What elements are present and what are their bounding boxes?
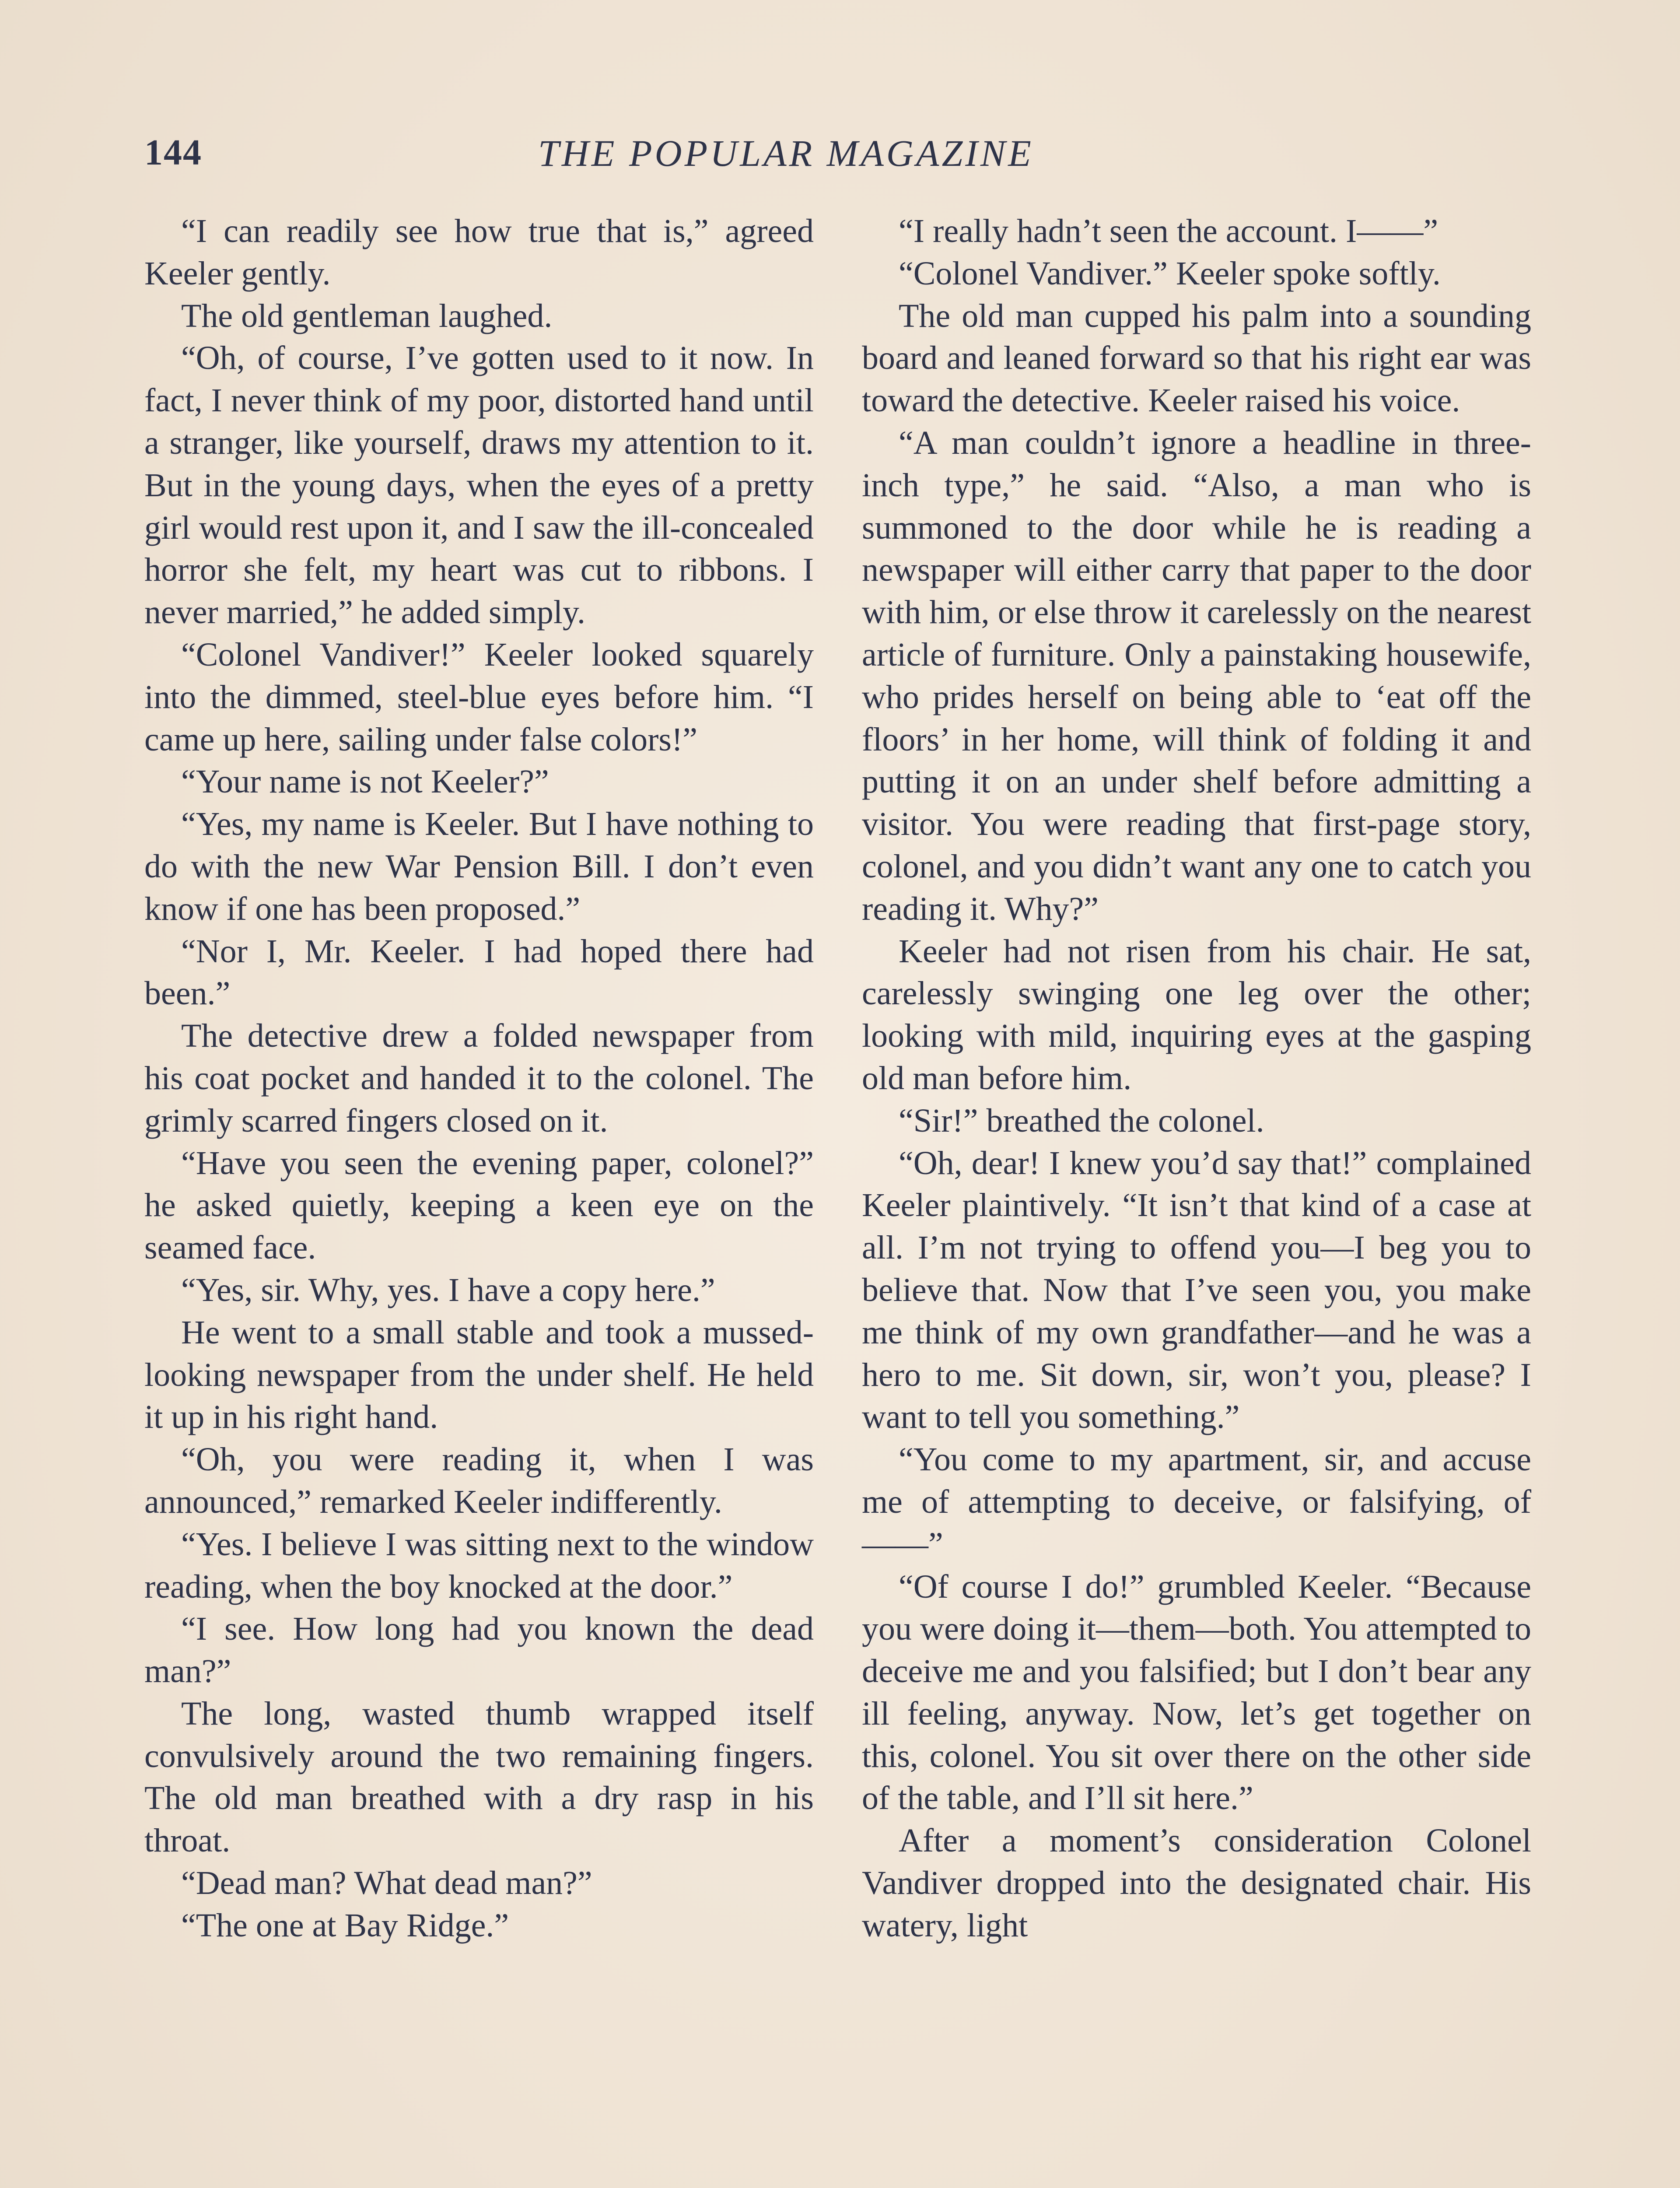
paragraph: The long, wasted thumb wrapped itself convulsively around the two remaining fingers. The old man breathed with a dry rasp in his throat. bbox=[144, 1695, 814, 1859]
paragraph: The detective drew a folded newspaper from his coat pocket and handed it to the colonel. The grimly scarred fingers closed on it. bbox=[144, 1017, 814, 1139]
paragraph: He went to a small stable and took a mussed-looking newspaper from the under shelf. He held it up in his right hand. bbox=[144, 1314, 814, 1436]
page-number: 144 bbox=[144, 132, 202, 173]
paragraph: “You come to my apartment, sir, and accuse me of attempting to deceive, or falsifying, of——” bbox=[862, 1441, 1531, 1563]
paragraph: “Sir!” breathed the colonel. bbox=[899, 1102, 1264, 1139]
paragraph: The old gentleman laughed. bbox=[181, 297, 553, 334]
right-text-column bbox=[862, 210, 1531, 1947]
running-head: THE POPULAR MAGAZINE bbox=[538, 132, 1034, 174]
paragraph: “Dead man? What dead man?” bbox=[181, 1865, 592, 1902]
paragraph: After a moment’s consideration Colonel Vandiver dropped into the designated chair. His watery, light bbox=[862, 1822, 1531, 1944]
paragraph: “Yes, my name is Keeler. But I have nothing to do with the new War Pension Bill. I don’t even know if one has been proposed.” bbox=[144, 806, 814, 927]
paragraph: “Have you seen the evening paper, colonel?” he asked quietly, keeping a keen eye on the seamed face. bbox=[144, 1144, 814, 1266]
left-text-column bbox=[144, 210, 814, 1947]
paragraph: “I really hadn’t seen the account. I——” bbox=[899, 213, 1438, 249]
paragraph: “Of course I do!” grumbled Keeler. “Because you were doing it—them—both. You attempted to deceive me and you falsified; but I don’t bear any ill feeling, anyway. Now, let’s get together on this, colonel. You sit over there on the other side of the table, and I’ll sit here.” bbox=[862, 1568, 1531, 1817]
paragraph: “Oh, you were reading it, when I was announced,” remarked Keeler indifferently. bbox=[144, 1441, 814, 1520]
paragraph: “Oh, of course, I’ve gotten used to it now. In fact, I never think of my poor, distorted hand until a stranger, like yourself, draws my attention to it. But in the young days, when the eyes of a pretty girl would rest upon it, and I saw the ill-concealed horror she felt, my heart was cut to ribbons. I never married,” he added simply. bbox=[144, 340, 814, 631]
paragraph: “Nor I, Mr. Keeler. I had hoped there had been.” bbox=[144, 933, 814, 1012]
page-header bbox=[144, 131, 1142, 188]
paragraph: “I see. How long had you known the dead man?” bbox=[144, 1610, 814, 1690]
paragraph: “Colonel Vandiver!” Keeler looked squarely into the dimmed, steel-blue eyes before him. “I came up here, sailing under false colors!” bbox=[144, 636, 814, 758]
paragraph: “Colonel Vandiver.” Keeler spoke softly. bbox=[899, 255, 1441, 292]
paragraph: “Your name is not Keeler?” bbox=[181, 763, 549, 800]
paragraph: “I can readily see how true that is,” agreed Keeler gently. bbox=[144, 213, 814, 292]
paragraph: “Yes. I believe I was sitting next to the window reading, when the boy knocked at the door.” bbox=[144, 1525, 814, 1605]
paragraph: “The one at Bay Ridge.” bbox=[181, 1907, 509, 1944]
paragraph: The old man cupped his palm into a sounding board and leaned forward so that his right ear was toward the detective. Keeler raised his voice. bbox=[862, 297, 1531, 419]
paragraph: Keeler had not risen from his chair. He sat, carelessly swinging one leg over the other; looking with mild, inquiring eyes at the gasping old man before him. bbox=[862, 933, 1531, 1097]
paragraph: “Oh, dear! I knew you’d say that!” complained Keeler plaintively. “It isn’t that kind of a case at all. I’m not trying to offend you—I beg you to believe that. Now that I’ve seen you, you make me think of my own grandfather—and he was a hero to me. Sit down, sir, won’t you, please? I want to tell you something.” bbox=[862, 1144, 1531, 1436]
paragraph: “Yes, sir. Why, yes. I have a copy here.” bbox=[181, 1271, 715, 1308]
paragraph: “A man couldn’t ignore a headline in three-inch type,” he said. “Also, a man who is summoned to the door while he is reading a newspaper will either carry that paper to the door with him, or else throw it carelessly on the nearest article of furniture. Only a painstaking housewife, who prides herself on being able to ‘eat off the floors’ in her home, will think of folding it and putting it on an under shelf before admitting a visitor. You were reading that first-page story, colonel, and you didn’t want any one to catch you reading it. Why?” bbox=[862, 424, 1531, 927]
